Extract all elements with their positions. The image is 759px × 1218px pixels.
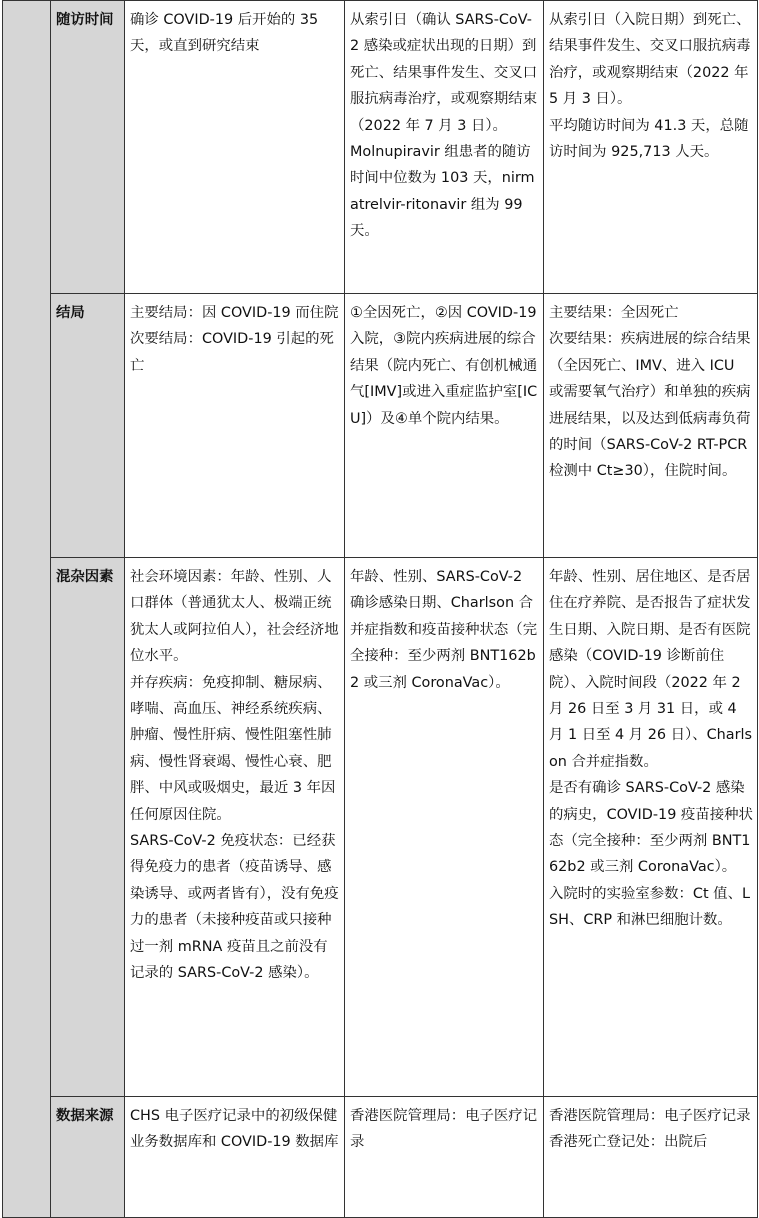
cell-text: ①全因死亡，②因 COVID-19 入院，③院内疾病进展的综合结果（院内死亡、有创机械通气[IMV]或进入重症监护室[ICU]）及④单个院内结果。: [350, 305, 538, 427]
table-row-data-source: [3, 1097, 758, 1218]
cell-confounders-study2: [345, 558, 544, 1097]
left-margin-column: [3, 1, 51, 1218]
row-label-confounders: 混杂因素: [51, 558, 125, 1097]
cell-text: 确诊 COVID-19 后开始的 35 天，或直到研究结束: [130, 12, 319, 55]
cell-text: 主要结果：全因死亡: [549, 305, 679, 321]
table-row-outcomes: [3, 294, 758, 558]
cell-text: 香港医院管理局：电子医疗记录: [350, 1108, 538, 1151]
cell-outcomes-study2: [345, 294, 544, 558]
cell-text: 年龄、性别、居住地区、是否居住在疗养院、是否报告了症状发生日期、入院日期、是否有医院感染（COVID-19 诊断前住院）、入院时间段（2022 年 2 月 26 日至 3 月 31 日，或 4 月 1 日至 4 月 26 日）、Charlson 合并症指数。: [549, 569, 753, 770]
cell-follow-up-study3: [544, 1, 758, 294]
cell-text: Molnupiravir 组患者的随访时间中位数为 103 天，nirmatrelvir-ritonavir 组为 99 天。: [350, 144, 535, 240]
comparison-table: [2, 0, 758, 1218]
cell-text: 是否有确诊 SARS-CoV-2 感染的病史，COVID-19 疫苗接种状态（完全接种：至少两剂 BNT162b2 或三剂 CoronaVac）。: [549, 780, 753, 876]
cell-text: SARS-CoV-2 免疫状态：已经获得免疫力的患者（疫苗诱导、感染诱导、或两者皆有），没有免疫力的患者（未接种疫苗或只接种过一剂 mRNA 疫苗且之前没有记录的 SARS-CoV-2 感染）。: [130, 833, 339, 982]
cell-follow-up-study2: [345, 1, 544, 294]
row-label-data-source: 数据来源: [51, 1097, 125, 1218]
cell-text: 入院时的实验室参数：Ct 值、LSH、CRP 和淋巴细胞计数。: [549, 885, 750, 929]
cell-text: 从索引日（确认 SARS-CoV-2 感染或症状出现的日期）到死亡、结果事件发生、交叉口服抗病毒治疗，或观察期结束（2022 年 7 月 3 日）。: [350, 12, 538, 134]
cell-data-source-study3: [544, 1097, 758, 1218]
row-label-follow-up: 随访时间: [51, 1, 125, 294]
cell-outcomes-study3: [544, 294, 758, 558]
cell-follow-up-study1: [125, 1, 345, 294]
cell-confounders-study1: [125, 558, 345, 1097]
cell-text: 香港医院管理局：电子医疗记录: [549, 1108, 751, 1124]
row-label-outcomes: 结局: [51, 294, 125, 558]
cell-text: 社会环境因素：年龄、性别、人口群体（普通犹太人、极端正统犹太人或阿拉伯人），社会经济地位水平。: [130, 569, 339, 665]
cell-text: 平均随访时间为 41.3 天，总随访时间为 925,713 人天。: [549, 117, 749, 161]
cell-data-source-study2: [345, 1097, 544, 1218]
cell-text: 并存疾病：免疫抑制、糖尿病、哮喘、高血压、神经系统疾病、肿瘤、慢性肝病、慢性阻塞性肺病、慢性肾衰竭、慢性心衰、肥胖、中风或吸烟史，最近 3 年因任何原因住院。: [130, 674, 336, 823]
cell-text: 次要结果：疾病进展的综合结果（全因死亡、IMV、进入 ICU 或需要氧气治疗）和单独的疾病进展结果，以及达到低病毒负荷的时间（SARS-CoV-2 RT-PCR 检测中 Ct≥30），住院时间。: [549, 331, 751, 480]
cell-data-source-study1: [125, 1097, 345, 1218]
cell-text: 香港死亡登记处：出院后: [549, 1134, 708, 1151]
cell-text: 次要结局：COVID-19 引起的死亡: [130, 331, 334, 374]
cell-text: 年龄、性别、SARS-CoV-2 确诊感染日期、Charlson 合并症指数和疫苗接种状态（完全接种：至少两剂 BNT162b2 或三剂 CoronaVac）。: [350, 569, 538, 691]
table-row-confounders: [3, 558, 758, 1097]
cell-outcomes-study1: [125, 294, 345, 558]
cell-text: 主要结局：因 COVID-19 而住院: [130, 305, 339, 321]
cell-confounders-study3: [544, 558, 758, 1097]
cell-text: CHS 电子医疗记录中的初级保健业务数据库和 COVID-19 数据库: [130, 1108, 339, 1151]
table-row-follow-up: [3, 1, 758, 294]
cell-text: 从索引日（入院日期）到死亡、结果事件发生、交叉口服抗病毒治疗，或观察期结束（2022 年 5 月 3 日）。: [549, 12, 751, 108]
